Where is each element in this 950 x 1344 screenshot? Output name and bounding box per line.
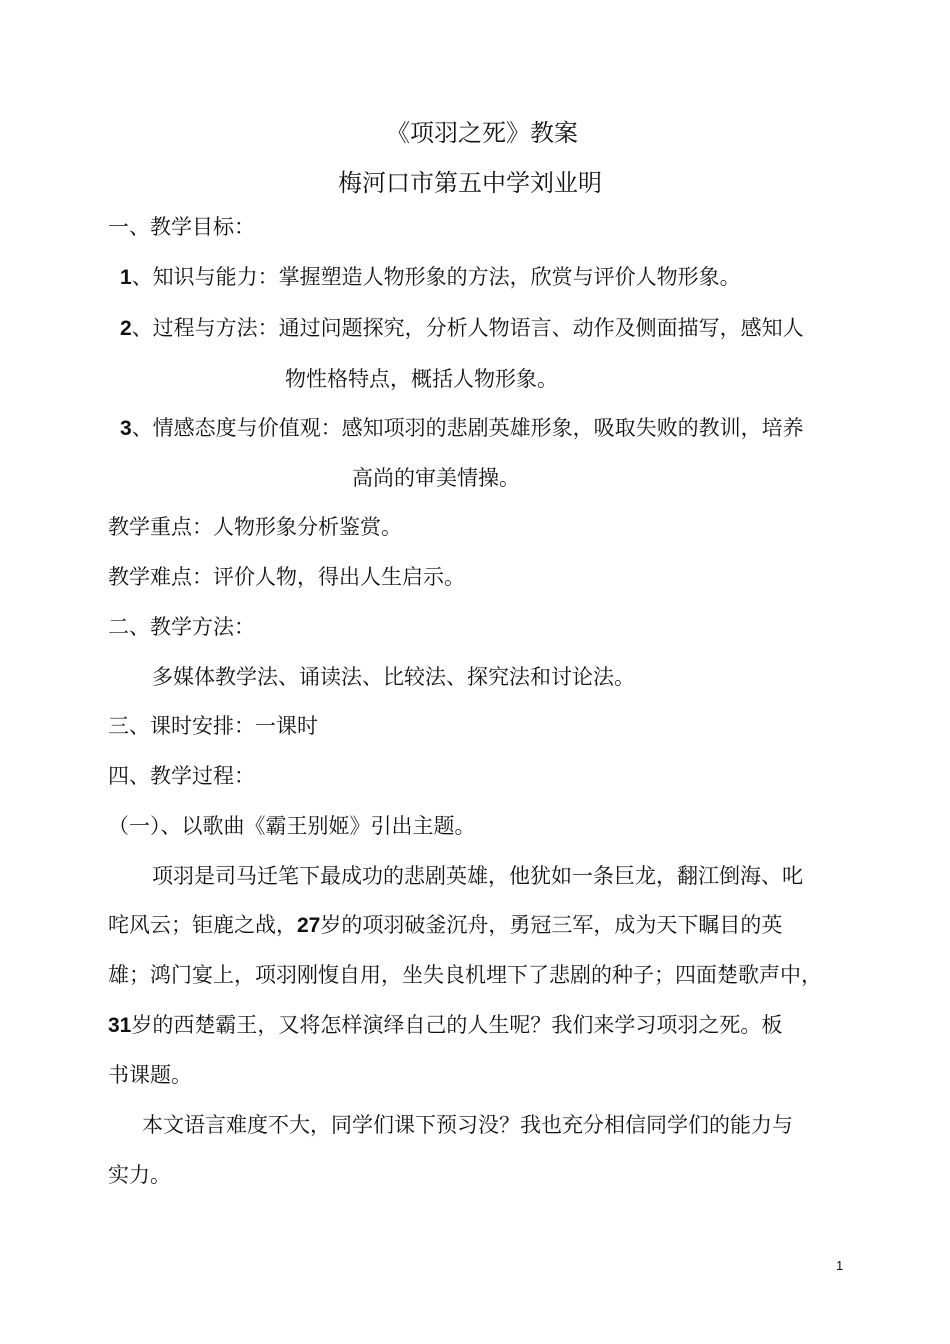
section-heading-methods: 二、教学方法： [108,615,255,639]
paragraph-2-line-2: 实力。 [108,1163,171,1187]
doc-author: 梅河口市第五中学刘业明 [338,169,602,197]
paragraph-1-line-4-text: 岁的西楚霸王，又将怎样演绎自己的人生呢？我们来学习项羽之死。板 [131,1013,783,1037]
goal-2-text: 、过程与方法：通过问题探究，分析人物语言、动作及侧面描写，感知人 [131,316,804,340]
section-heading-process: 四、教学过程： [108,764,255,788]
methods-text: 多媒体教学法、诵读法、比较法、探究法和讨论法。 [152,665,635,689]
paragraph-1-line-1: 项羽是司马迁笔下最成功的悲剧英雄，他犹如一条巨龙，翻江倒海、叱 [152,864,803,888]
paragraph-1-line-2 [108,910,782,941]
paragraph-1-line-5: 书课题。 [108,1063,192,1087]
page-number: 1 [836,1258,844,1273]
doc-title: 《项羽之死》教案 [386,119,578,147]
paragraph-2-line-1: 本文语言难度不大，同学们课下预习没？我也充分相信同学们的能力与 [142,1113,793,1137]
goal-1-number: 1 [120,266,132,289]
paragraph-1-line-2-start: 咤风云；钜鹿之战， [108,913,297,937]
paragraph-1-line-2-end: 岁的项羽破釜沉舟，勇冠三军，成为天下瞩目的英 [320,913,783,937]
paragraph-1-line-4 [108,1010,782,1041]
key-point: 教学重点：人物形象分析鉴赏。 [108,515,402,539]
age-31: 31 [108,1014,132,1037]
goal-1-text: 、知识与能力：掌握塑造人物形象的方法，欣赏与评价人物形象。 [131,265,741,289]
section-schedule: 三、课时安排：一课时 [108,714,318,738]
goal-2 [120,313,804,344]
goal-2-number: 2 [120,317,132,340]
goal-3 [120,413,804,444]
goal-1 [120,262,741,293]
goal-3-number: 3 [120,417,132,440]
step-1-heading: （一）、以歌曲《霸王别姬》引出主题。 [108,814,476,838]
goal-3-continued: 高尚的审美情操。 [352,466,520,490]
paragraph-1-line-3: 雄；鸿门宴上，项羽刚愎自用，坐失良机埋下了悲剧的种子；四面楚歌声中， [108,963,822,987]
section-heading-goals: 一、教学目标： [108,215,255,239]
age-27: 27 [297,914,321,937]
goal-3-text: 、情感态度与价值观：感知项羽的悲剧英雄形象，吸取失败的教训，培养 [131,416,804,440]
goal-2-continued: 物性格特点，概括人物形象。 [285,367,558,391]
difficulty: 教学难点：评价人物，得出人生启示。 [108,565,465,589]
